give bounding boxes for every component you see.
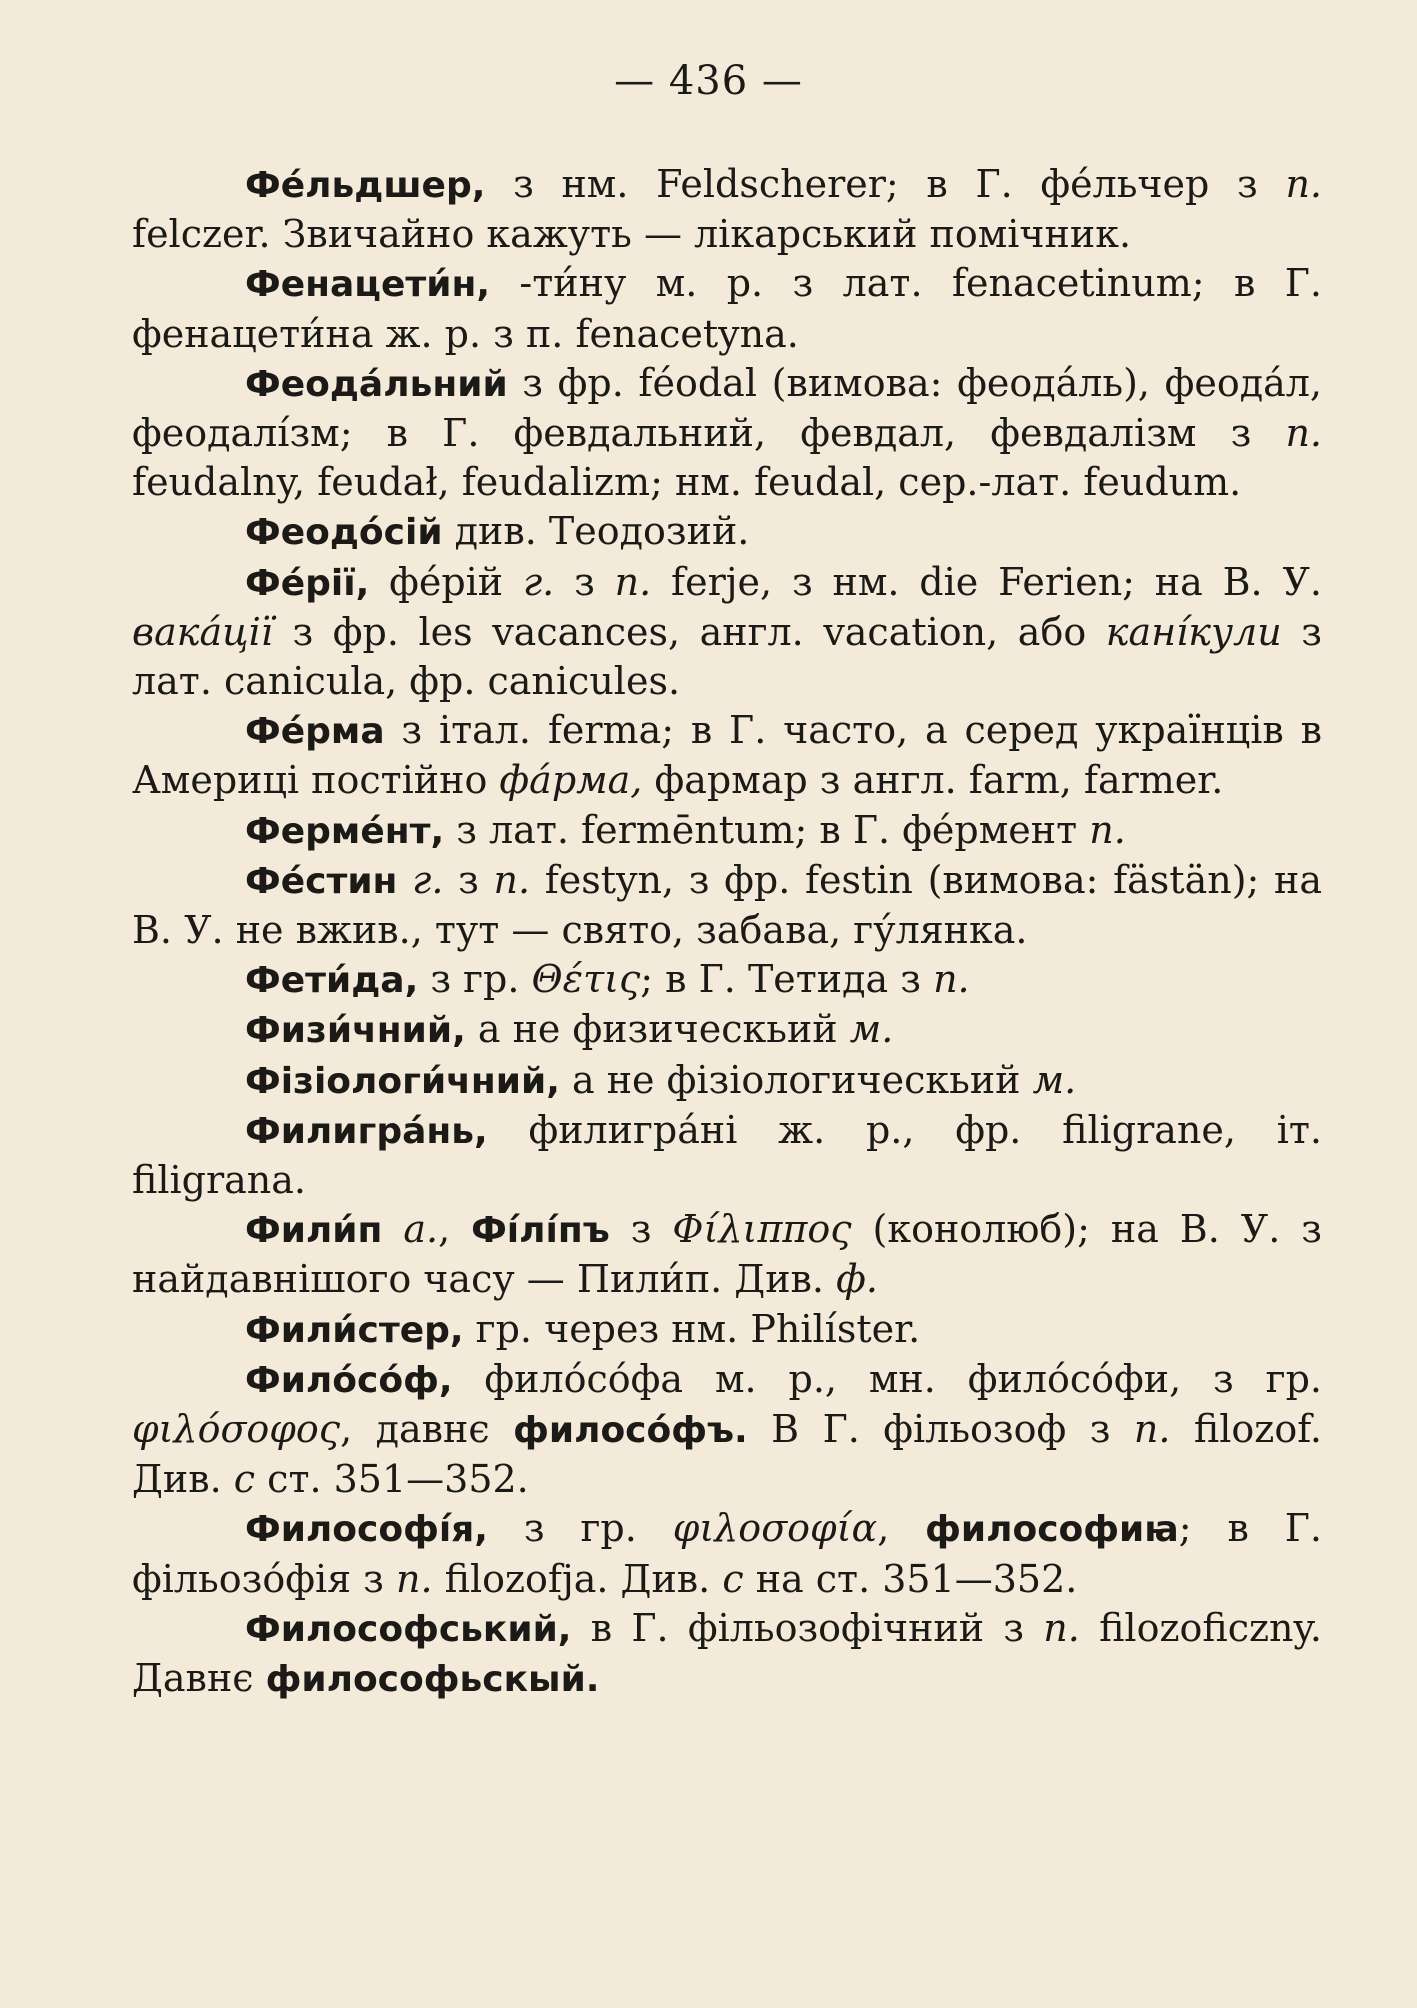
entry-text: гр. через нм. Philíster. xyxy=(463,1306,921,1351)
entry-text xyxy=(397,858,412,902)
entry-text: з фр. les vacances, англ. vacation, або xyxy=(272,609,1106,654)
dictionary-entry xyxy=(132,1355,1322,1505)
entry-italic-text: а. xyxy=(403,1207,439,1252)
entry-italic-text: г. xyxy=(412,857,444,902)
entry-text: фармар з англ. farm, farmer. xyxy=(642,758,1224,803)
entry-text: на ст. 351—352. xyxy=(743,1556,1078,1601)
entry-italic-text: п. xyxy=(1133,1407,1171,1452)
entry-text: filozoficzny. Давнє xyxy=(132,1605,1322,1701)
dictionary-entry xyxy=(132,359,1322,508)
entry-text: филигра́ні ж. р., фр. filigrane, іт. filigrana. xyxy=(132,1107,1322,1203)
entry-headword: Феода́льний xyxy=(245,363,508,405)
entry-italic-text: м. xyxy=(1032,1057,1077,1102)
entry-italic-text: с xyxy=(233,1457,256,1502)
entry-italic-text: Φίλιππος xyxy=(672,1207,852,1252)
dictionary-entry xyxy=(132,1604,1322,1704)
entry-text: з лат. fermēntum; в Г. фе́рмент xyxy=(444,807,1090,852)
entry-headword: Фети́да, xyxy=(245,960,419,1002)
entry-text: з гр. xyxy=(487,1506,673,1551)
entry-headword: Философський, xyxy=(245,1608,572,1650)
entry-text: а не физическьий xyxy=(465,1007,850,1052)
entry-text: (конолюб); на В. У. з найдавнішого часу — Пили́п. Див. xyxy=(132,1207,1322,1302)
dictionary-entry xyxy=(132,1305,1322,1355)
entry-italic-text: вака́ції xyxy=(132,609,273,654)
entry-text: ; в Г. Тетида з xyxy=(640,957,934,1002)
entry-text: , xyxy=(877,1506,926,1551)
entry-text: , давнє xyxy=(340,1407,514,1452)
entry-bold-text: философьскый. xyxy=(265,1659,600,1701)
entry-headword: Фило́со́ф, xyxy=(245,1359,453,1401)
dictionary-entry xyxy=(132,706,1322,805)
entry-italic-text: п. xyxy=(493,857,531,902)
entry-text: з гр. xyxy=(418,957,532,1002)
entry-headword: Физи́чний, xyxy=(245,1010,466,1052)
dictionary-entry xyxy=(132,1504,1322,1603)
entry-text: , xyxy=(438,1207,472,1252)
entry-italic-text: с xyxy=(722,1556,744,1601)
entry-headword: Фе́рма xyxy=(245,711,385,753)
entry-italic-text: Θέτις xyxy=(531,957,641,1002)
entry-text: фило́со́фа м. р., мн. фило́со́фи, з гр. xyxy=(452,1356,1322,1401)
dictionary-entry xyxy=(132,1106,1322,1205)
entry-text: в Г. фільозофічний з xyxy=(571,1605,1044,1650)
entry-italic-text: п. xyxy=(1089,807,1126,852)
dictionary-entry xyxy=(132,1005,1322,1055)
entry-italic-text: кані́кули xyxy=(1105,609,1282,654)
entry-text: ferje, з нм. die Ferien; на В. У. xyxy=(651,559,1322,604)
dictionary-entry xyxy=(132,1056,1322,1106)
entry-headword: Фе́стин xyxy=(245,860,398,902)
entry-headword: Фили́п xyxy=(245,1210,383,1252)
entry-italic-text: п. xyxy=(1043,1605,1080,1650)
entry-text: filozofja. Див. xyxy=(432,1556,723,1601)
entry-headword: Филигра́нь, xyxy=(245,1110,488,1152)
entry-text: з xyxy=(554,559,615,604)
entry-text: див. Теодозий. xyxy=(442,509,750,554)
dictionary-entry xyxy=(132,806,1322,856)
entry-italic-text: п. xyxy=(1285,162,1322,206)
entry-headword: Феодо́сій xyxy=(245,512,443,554)
entry-text: з нм. Feldscherer; в Г. фе́льчер з xyxy=(485,162,1286,206)
entry-text: фе́рій xyxy=(369,559,523,604)
entry-headword: Ферме́нт, xyxy=(245,810,445,852)
entry-text: ст. 351—352. xyxy=(255,1457,529,1502)
entry-italic-text: м. xyxy=(849,1007,894,1052)
entry-italic-text: п. xyxy=(933,957,970,1002)
entry-text: В Г. фільозоф з xyxy=(747,1407,1134,1452)
entry-text xyxy=(382,1207,403,1251)
dictionary-entry xyxy=(132,558,1322,707)
entry-bold-text: философиꙗ xyxy=(925,1509,1179,1551)
entry-text: festyn, з фр. festin (вимова: fästän); на В. У. не вжив., тут — свято, забава, гу́лянка. xyxy=(132,857,1322,953)
entry-italic-text: ф. xyxy=(836,1257,878,1302)
entry-italic-text: п. xyxy=(614,559,652,604)
entry-headword: Фе́льдшер, xyxy=(245,165,486,206)
entry-italic-text: φιλόσοφος xyxy=(132,1407,341,1452)
entry-text: з лат. canicula, фр. canicules. xyxy=(132,609,1322,704)
entry-text: ; в Г. фільозо́фія з xyxy=(132,1506,1322,1601)
entry-text: а не фізіологическьий xyxy=(559,1057,1033,1102)
entry-italic-text: п. xyxy=(1285,411,1322,456)
dictionary-entry xyxy=(132,259,1322,358)
entry-bold-text: Фі́лі́пъ xyxy=(471,1210,610,1252)
entry-text: filozof. Див. xyxy=(132,1407,1322,1502)
entry-headword: Фе́рії, xyxy=(245,562,370,604)
entry-italic-text: г. xyxy=(522,559,555,604)
entry-headword: Фізіологи́чний, xyxy=(245,1060,560,1102)
entry-text: з xyxy=(609,1207,673,1252)
dictionary-entry xyxy=(132,955,1322,1005)
entry-headword: Фенацети́н, xyxy=(245,264,491,306)
entry-italic-text: φιλοσοφία xyxy=(672,1506,878,1551)
dictionary-entries xyxy=(132,160,1322,1704)
page-number: — 436 — xyxy=(614,58,803,104)
entry-bold-text: филосо́фъ. xyxy=(513,1410,748,1452)
entry-italic-text: фа́рма, xyxy=(499,758,643,803)
entry-text: з фр. féodal (вимова: феода́ль), феода́л, феодалі́зм; в Г. февдальний, февдал, февдалізм з xyxy=(132,360,1322,456)
entry-text: з італ. ferma; в Г. часто, а серед українців в Америці постійно xyxy=(132,708,1322,803)
entry-text: з xyxy=(443,857,494,902)
entry-text: feudalny, feudał, feudalizm; нм. feudal, сер.-лат. feudum. xyxy=(132,460,1242,505)
entry-italic-text: п. xyxy=(395,1556,433,1601)
dictionary-entry xyxy=(132,1205,1322,1304)
entry-text: -ти́ну м. р. з лат. fenacetinum; в Г. фенацети́на ж. р. з п. fenacetyna. xyxy=(132,261,1322,356)
entry-text: felczer. Звичайно кажуть — лікарський помічник. xyxy=(132,212,1132,257)
entry-headword: Фили́стер, xyxy=(245,1309,464,1351)
dictionary-entry xyxy=(132,856,1322,955)
dictionary-entry xyxy=(132,160,1322,259)
entry-headword: Философі́я, xyxy=(245,1509,488,1551)
dictionary-entry xyxy=(132,507,1322,557)
